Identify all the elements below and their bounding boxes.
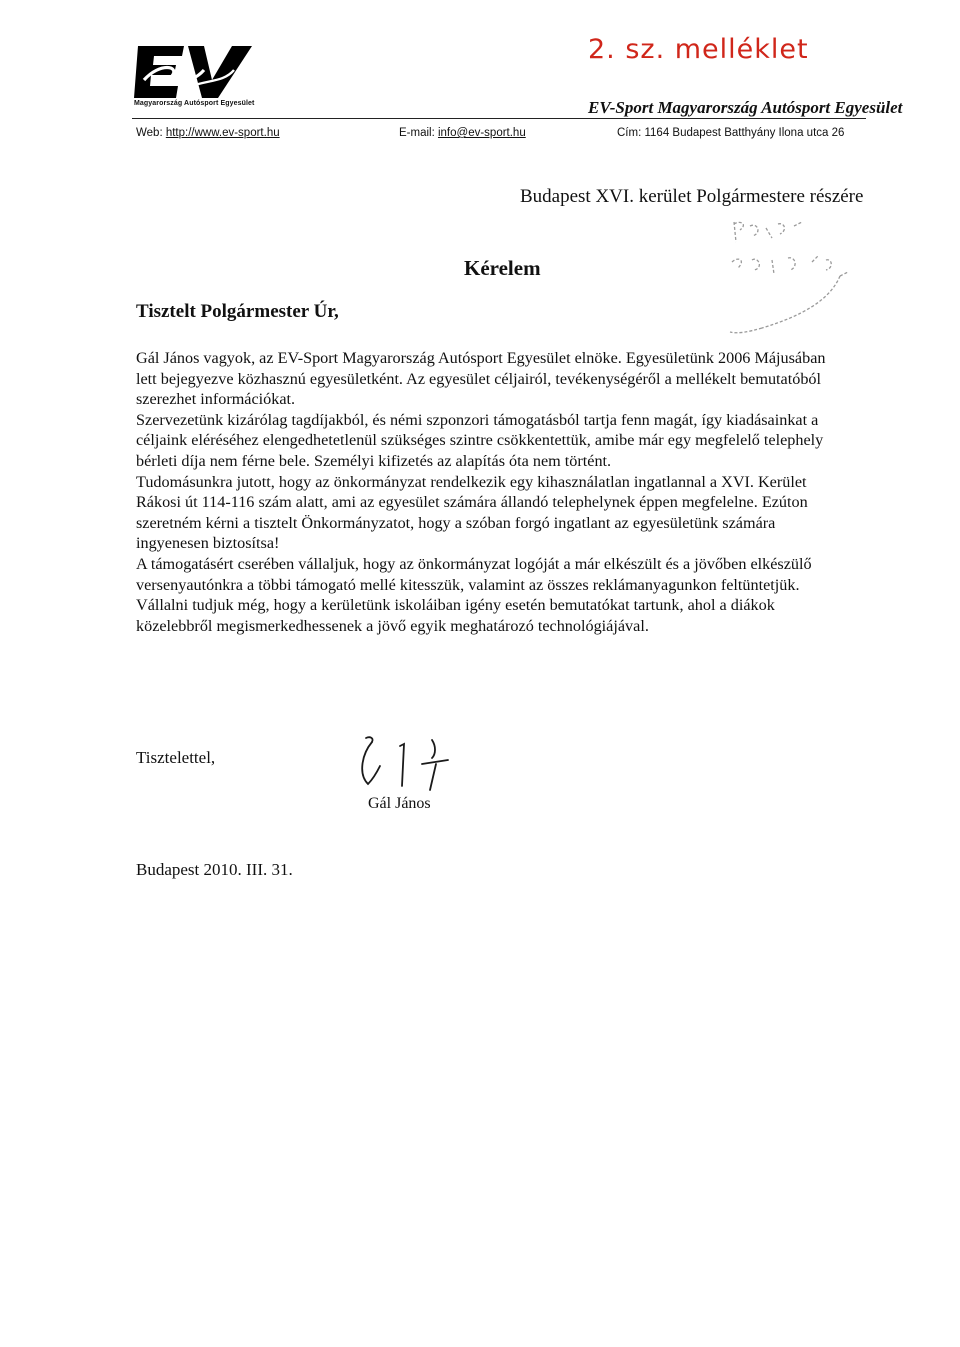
salutation: Tisztelt Polgármester Úr, [136, 301, 339, 322]
handwritten-signature [352, 734, 472, 794]
logo-subtitle: Magyarország Autósport Egyesület [134, 100, 255, 107]
date-line: Budapest 2010. III. 31. [136, 860, 293, 879]
contact-email [399, 127, 526, 139]
ev-logo-icon [132, 40, 272, 104]
document-title: Kérelem [464, 256, 541, 280]
paragraph-request: Tudomásunkra jutott, hogy az önkormányzat rendelkezik egy kihasználatlan ingatlannal a XVI. Kerület Rákosi út 114-116 szám alatt, ami az egyesület számára állandó telephelynek éppen megfelelne. Ezúton szeretném kérni a tisztelt Önkormányzatot, hogy a szóban forgó ingatlant az egyesületünk számára ingyenesen biztosítsa! [136, 472, 808, 553]
recipient-line: Budapest XVI. kerület Polgármestere részére [520, 186, 864, 207]
letter-body [136, 348, 848, 636]
paragraph-offer: A támogatásért cserében vállaljuk, hogy az önkormányzat logóját a már elkészült és a jövőben elkészülő versenyautónkra a többi támogató mellé kitesszük, valamint az összes reklámanyagunkon feltüntetjük. Vállalni tudjuk még, hogy a kerületünk iskoláiban igény esetén bemutatókat tartunk, ahol a diákok közelebbről megismerkedhessenek a jövő egyik meghatározó technológiájával. [136, 554, 812, 635]
email-link[interactable]: info@ev-sport.hu [437, 127, 526, 139]
stamp-scribble-icon [722, 216, 892, 338]
handwritten-annex-note: 2. sz. melléklet [588, 34, 809, 65]
paragraph-finances: Szervezetünk kizárólag tagdíjakból, és némi szponzori támogatásból tartja fenn magát, így kiadásainkat a céljaink eléréséhez elengedhetetlenül szükséges szintre csökkentettük, amibe már egy megfelelő telephely bérleti díja nem férne bele. Személyi kifizetés az alapítás óta nem történt. [136, 410, 824, 470]
organization-name: EV-Sport Magyarország Autósport Egyesület [588, 98, 903, 117]
header-divider [132, 118, 866, 119]
signer-name: Gál János [368, 795, 431, 812]
email-label: E-mail: [399, 127, 435, 139]
closing-phrase: Tisztelettel, [136, 748, 216, 767]
web-label: Web: [136, 127, 163, 139]
contact-address [617, 127, 844, 139]
signature-icon [352, 734, 472, 794]
address-value: 1164 Budapest Batthyány Ilona utca 26 [644, 127, 845, 139]
received-stamp [722, 216, 892, 338]
address-label: Cím: [617, 127, 642, 139]
contact-web [136, 127, 280, 139]
web-link[interactable]: http://www.ev-sport.hu [165, 127, 280, 139]
ev-sport-logo [132, 40, 272, 104]
paragraph-introduction: Gál János vagyok, az EV-Sport Magyarország Autósport Egyesület elnöke. Egyesületünk 2006 Májusában lett bejegyezve közhasznú egyesületként. Az egyesület céljairól, tevékenységéről a mellékelt bemutatóból szerezhet információkat. [136, 349, 826, 409]
